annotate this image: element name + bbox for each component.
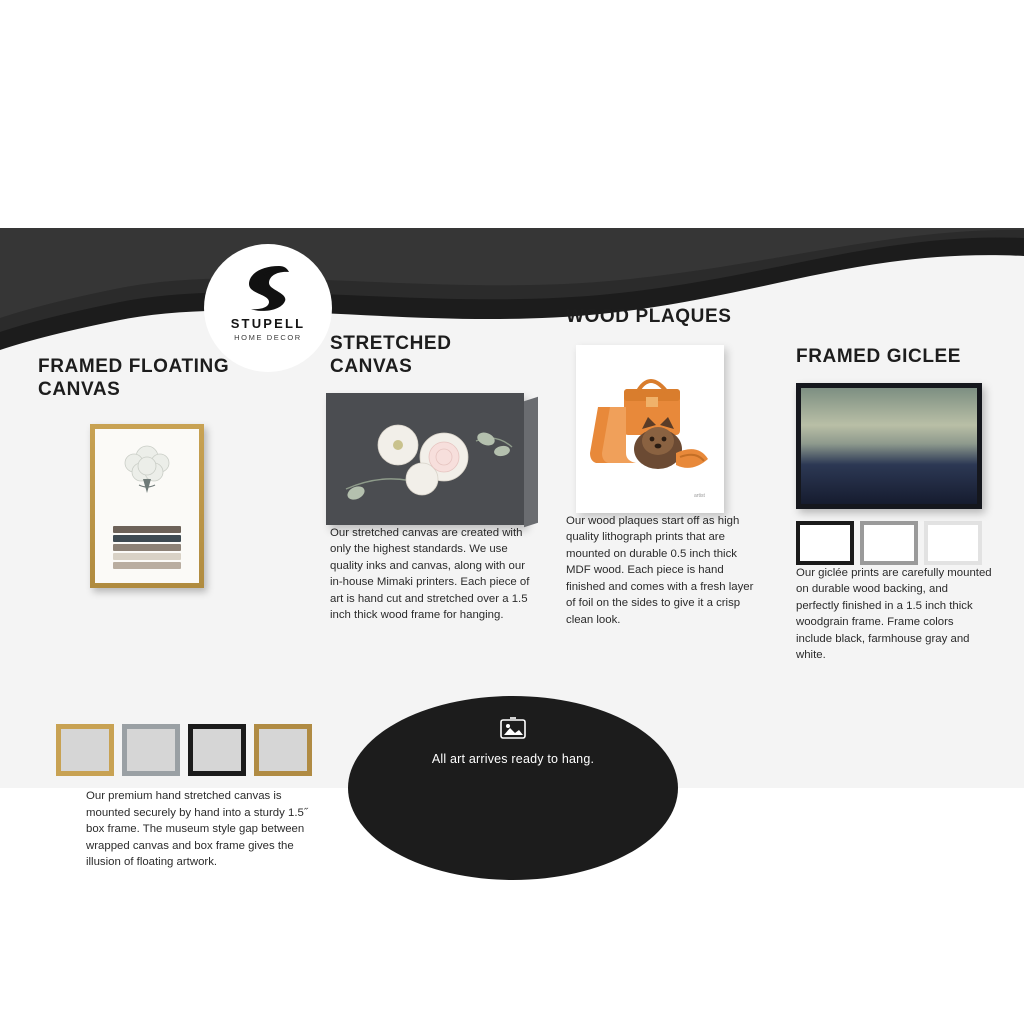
footer-text: All art arrives ready to hang.	[431, 752, 595, 766]
giclee-swatch-white[interactable]	[924, 521, 982, 565]
giclee-swatch-black[interactable]	[796, 521, 854, 565]
canvas-side-edge	[524, 396, 538, 527]
column-body: Our stretched canvas are created with only the highest standards. We use quality inks and canvas, along with our in-house Mimaki printers. Each piece of art is hand cut and stretched over a 1.5 inch thick wood frame for hanging.	[330, 526, 530, 622]
frame-swatch-bronze[interactable]	[254, 724, 312, 776]
frame-swatch-black[interactable]	[188, 724, 246, 776]
column-title: FRAMED GICLEE	[796, 346, 962, 367]
column-title: FRAMED FLOATING CANVAS	[38, 356, 230, 400]
frame-swatch-silver[interactable]	[122, 724, 180, 776]
column-title: WOOD PLAQUES	[566, 306, 732, 327]
brand-logo	[204, 244, 332, 372]
stretched-canvas-artwork	[326, 393, 524, 525]
framed-floating-canvas-artwork	[90, 424, 204, 588]
giclee-frame-swatches	[796, 521, 996, 565]
infographic-panel	[0, 228, 1024, 869]
svg-text:artist: artist	[694, 492, 705, 499]
frame-color-swatches	[56, 724, 316, 776]
column-title: STRETCHED CANVAS	[330, 333, 452, 377]
framed-giclee-artwork	[796, 383, 982, 509]
column-wood-plaques	[566, 306, 766, 629]
column-framed-floating-canvas	[38, 356, 308, 869]
column-body: Our giclée prints are carefully mounted on durable wood backing, and perfectly finished in a 1.5 inch thick woodgrain frame. Frame colors include black, farmhouse gray and white.	[796, 566, 992, 662]
frame-swatch-gold[interactable]	[56, 724, 114, 776]
stupell-s-logo-icon	[239, 262, 297, 314]
bouquet-illustration	[113, 441, 181, 501]
picture-frame-icon	[498, 716, 528, 742]
column-stretched-canvas	[330, 333, 530, 624]
giclee-swatch-gray[interactable]	[860, 521, 918, 565]
column-framed-giclee	[796, 346, 996, 664]
footer-arc	[348, 696, 678, 788]
wood-plaque-artwork	[576, 345, 724, 513]
giclee-canvas	[801, 388, 977, 504]
brand-tagline: HOME DECOR	[234, 333, 302, 342]
column-body: Our wood plaques start off as high quality lithograph prints that are mounted on durable 0.5 inch thick MDF wood. Each piece is hand finished and comes with a fresh layer of foil on the sides to give it a crisp clean look.	[566, 514, 754, 626]
book-stack-illustration	[113, 524, 181, 569]
column-body: Our premium hand stretched canvas is mounted securely by hand into a sturdy 1.5˝ box frame. The museum style gap between wrapped canvas and box frame gives the illusion of floating artwork.	[86, 790, 308, 869]
brand-name: STUPELL	[230, 316, 306, 331]
